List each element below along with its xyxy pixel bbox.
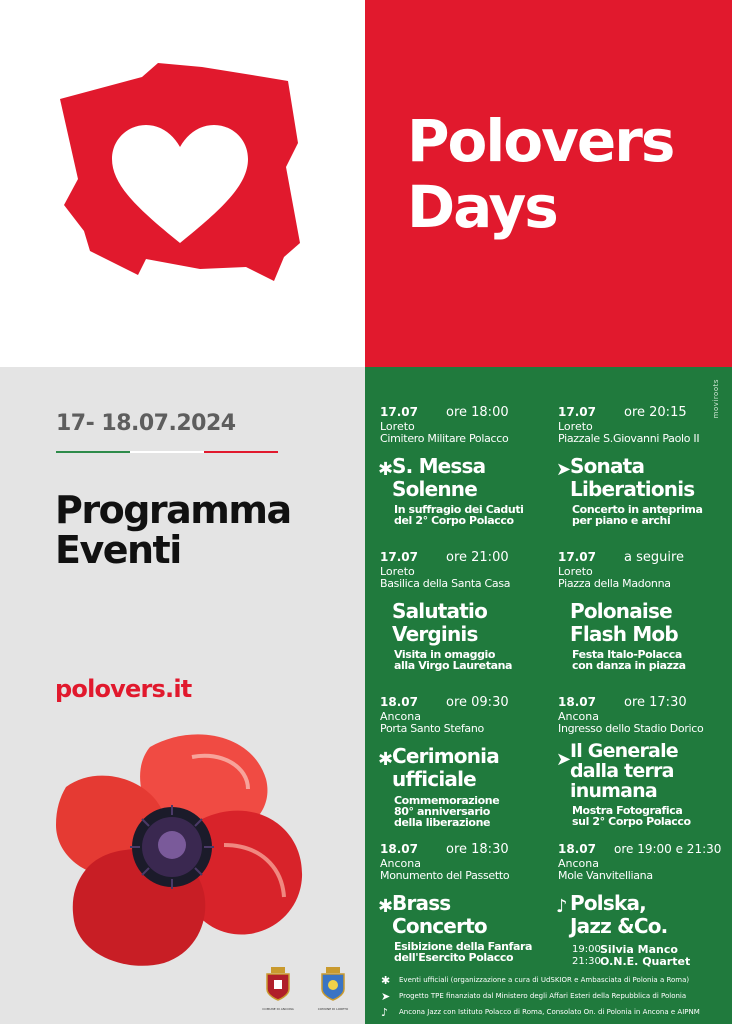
legend-text: Eventi ufficiali (organizzazione a cura di UdSKIOR e Ambasciata di Polonia a Roma) bbox=[399, 976, 690, 984]
event-time: ore 18:00 bbox=[446, 405, 509, 420]
event-date: 17.07 bbox=[558, 550, 596, 564]
event-time: ore 18:30 bbox=[446, 842, 509, 857]
event-place: Piazza della Madonna bbox=[558, 577, 671, 590]
event-description: Mostra Fotografica sul 2° Corpo Polacco bbox=[572, 804, 691, 828]
event-time: ore 17:30 bbox=[624, 695, 687, 710]
performer-time: 19:00 bbox=[572, 944, 601, 955]
tpe-project-icon: ➤ bbox=[556, 749, 572, 770]
event-place: Porta Santo Stefano bbox=[380, 722, 484, 735]
ancona-caption: COMUNE DI ANCONA bbox=[262, 1007, 294, 1011]
event-description: Visita in omaggio alla Virgo Lauretana bbox=[394, 648, 513, 672]
event-card bbox=[558, 550, 732, 690]
poland-heart-logo bbox=[50, 55, 310, 315]
official-event-icon: ✱ bbox=[378, 459, 394, 480]
event-place: Cimitero Militare Polacco bbox=[380, 432, 509, 445]
event-card bbox=[558, 405, 732, 545]
event-title: Cerimonia ufficiale bbox=[392, 744, 499, 791]
program-title bbox=[55, 490, 291, 570]
official-event-icon: ✱ bbox=[381, 974, 391, 987]
event-title: Brass Concerto bbox=[392, 891, 487, 938]
event-time: ore 09:30 bbox=[446, 695, 509, 710]
official-event-icon: ✱ bbox=[378, 749, 394, 770]
event-city: Loreto bbox=[558, 565, 593, 578]
event-title: Il Generale dalla terra inumana bbox=[570, 740, 678, 802]
event-title: Sonata Liberationis bbox=[570, 454, 695, 501]
event-date: 17.07 bbox=[558, 405, 596, 419]
event-card bbox=[380, 695, 560, 835]
event-time: ore 19:00 e 21:30 bbox=[614, 842, 722, 856]
performer-name: O.N.E. Quartet bbox=[600, 955, 691, 968]
italian-flag-divider bbox=[56, 451, 278, 453]
event-card bbox=[380, 842, 560, 972]
event-card bbox=[558, 695, 732, 835]
event-city: Ancona bbox=[380, 710, 421, 723]
program-title-line-2: Eventi bbox=[55, 528, 181, 572]
performer-time: 21:30 bbox=[572, 956, 601, 967]
event-card bbox=[558, 842, 732, 972]
event-date: 18.07 bbox=[558, 842, 596, 856]
event-place: Ingresso dello Stadio Dorico bbox=[558, 722, 704, 735]
event-city: Ancona bbox=[558, 710, 599, 723]
legend-item bbox=[381, 990, 731, 1006]
event-description: Commemorazione 80° anniversario della liberazione bbox=[394, 794, 500, 829]
ancona-crest bbox=[263, 965, 293, 1011]
jazz-music-icon: ♪ bbox=[381, 1006, 389, 1019]
event-title-line-2: Days bbox=[407, 173, 557, 241]
loreto-caption: COMUNE DI LORETO bbox=[317, 1007, 349, 1011]
logo-panel bbox=[0, 0, 365, 367]
event-time: ore 20:15 bbox=[624, 405, 687, 420]
event-description: Concerto in anteprima per piano e archi bbox=[572, 503, 703, 527]
poppy-flower-illustration bbox=[52, 727, 312, 977]
event-city: Ancona bbox=[558, 857, 599, 870]
legend-text: Progetto TPE finanziato dal Ministero degli Affari Esteri della Repubblica di Polonia bbox=[399, 992, 687, 1000]
intro-panel bbox=[0, 367, 365, 1024]
jazz-music-icon: ♪ bbox=[556, 896, 568, 917]
legend-item bbox=[381, 974, 731, 990]
event-title: Polska, Jazz &Co. bbox=[570, 891, 668, 938]
event-time: a seguire bbox=[624, 550, 685, 565]
event-date: 18.07 bbox=[558, 695, 596, 709]
event-place: Piazzale S.Giovanni Paolo II bbox=[558, 432, 700, 445]
performer-name: Silvia Manco bbox=[600, 943, 678, 956]
event-date: 18.07 bbox=[380, 695, 418, 709]
event-card bbox=[380, 550, 560, 690]
events-panel bbox=[365, 367, 732, 1024]
legend bbox=[381, 974, 731, 1022]
event-dates: 17- 18.07.2024 bbox=[56, 411, 236, 436]
event-card bbox=[380, 405, 560, 545]
ancona-crest-icon bbox=[263, 965, 293, 1003]
event-description: Esibizione della Fanfara dell'Esercito Polacco bbox=[394, 940, 533, 964]
designer-credit: moviroots bbox=[712, 379, 720, 419]
event-place: Mole Vanvitelliana bbox=[558, 869, 653, 882]
loreto-crest bbox=[318, 965, 348, 1011]
event-time: ore 21:00 bbox=[446, 550, 509, 565]
legend-item bbox=[381, 1006, 731, 1022]
tpe-project-icon: ➤ bbox=[556, 459, 572, 480]
event-title-line-1: Polovers bbox=[407, 107, 674, 175]
title-panel bbox=[365, 0, 732, 367]
tpe-project-icon: ➤ bbox=[381, 990, 391, 1003]
event-place: Basilica della Santa Casa bbox=[380, 577, 511, 590]
event-city: Loreto bbox=[558, 420, 593, 433]
event-description: In suffragio dei Caduti del 2° Corpo Polacco bbox=[394, 503, 524, 527]
program-title-line-1: Programma bbox=[55, 488, 291, 532]
legend-text: Ancona Jazz con Istituto Polacco di Roma, Consolato On. di Polonia in Ancona e AIPNM bbox=[399, 1008, 700, 1016]
event-date: 17.07 bbox=[380, 550, 418, 564]
event-city: Loreto bbox=[380, 565, 415, 578]
website-link[interactable]: polovers.it bbox=[55, 675, 192, 703]
event-city: Ancona bbox=[380, 857, 421, 870]
event-place: Monumento del Passetto bbox=[380, 869, 510, 882]
event-title: S. Messa Solenne bbox=[392, 454, 486, 501]
loreto-crest-icon bbox=[318, 965, 348, 1003]
official-event-icon: ✱ bbox=[378, 896, 394, 917]
event-title: Polonaise Flash Mob bbox=[570, 599, 678, 646]
event-description: Festa Italo-Polacca con danza in piazza bbox=[572, 648, 686, 672]
event-date: 17.07 bbox=[380, 405, 418, 419]
event-title: Salutatio Verginis bbox=[392, 599, 488, 646]
event-date: 18.07 bbox=[380, 842, 418, 856]
event-city: Loreto bbox=[380, 420, 415, 433]
